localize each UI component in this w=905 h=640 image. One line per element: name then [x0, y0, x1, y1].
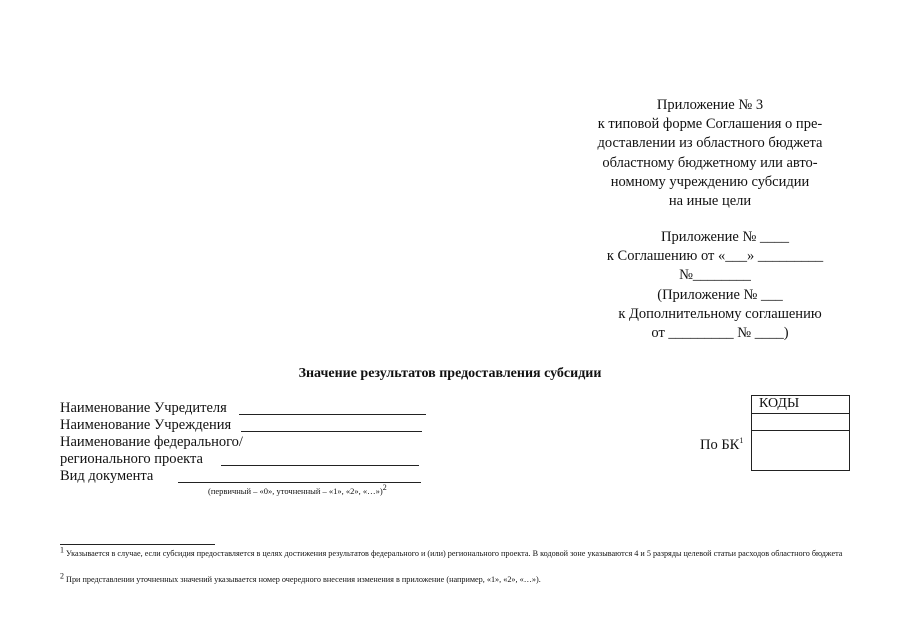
- footnote-2-mark: 2: [60, 571, 64, 581]
- appendix-header: [560, 96, 860, 211]
- project-label-line2: регионального проекта: [60, 451, 203, 467]
- agreement-number: №________: [679, 267, 751, 284]
- footnote-2-text: При представлении уточненных значений указывается номер очередного внесения изменения в приложение (например, «1», «2», «…»).: [64, 575, 541, 584]
- institution-input-line[interactable]: [241, 431, 422, 432]
- document-title: Значение результатов предоставления субсидии: [298, 366, 602, 381]
- codes-table: [751, 395, 850, 471]
- doc-type-hint: [208, 483, 387, 496]
- agreement-appendix-number: Приложение № ____: [661, 229, 789, 245]
- appendix-line: к типовой форме Соглашения о пре-: [597, 116, 823, 133]
- project-label-line1: Наименование федерального/: [60, 434, 243, 450]
- footnote-separator: [60, 544, 215, 545]
- doc-type-label: Вид документа: [60, 468, 154, 484]
- footnote-1: [60, 545, 850, 559]
- agreement-date: к Соглашению от «___» _________: [606, 248, 824, 265]
- founder-input-line[interactable]: [239, 414, 426, 415]
- supplementary-appendix-number: (Приложение № ___: [657, 286, 783, 303]
- appendix-line: Приложение № 3: [656, 97, 764, 113]
- footnote-1-text: Указывается в случае, если субсидия предоставляется в целях достижения результатов федерального и (или) регионального проекта. В кодовой зоне указываются 4 и 5 разряды целевой статьи расходов областного бюджета: [64, 549, 843, 558]
- doc-type-hint-text: (первичный – «0», уточненный – «1», «2», «…»): [208, 486, 383, 496]
- doc-type-hint-footnote-mark: 2: [382, 483, 387, 493]
- bk-footnote-mark: 1: [739, 436, 744, 446]
- bk-code-cell[interactable]: [752, 431, 849, 471]
- supplementary-agreement-date: от _________ № ____): [651, 325, 789, 342]
- supplementary-agreement-label: к Дополнительному соглашению: [618, 305, 822, 322]
- footnote-1-mark: 1: [60, 545, 64, 555]
- codes-cell[interactable]: [752, 414, 849, 431]
- bk-label-text: По БК: [700, 437, 740, 453]
- agreement-appendix-block: [560, 228, 860, 343]
- project-input-line[interactable]: [221, 465, 419, 466]
- bk-label: [700, 437, 743, 454]
- footnote-2: [60, 571, 850, 585]
- appendix-line: доставлении из областного бюджета: [597, 135, 823, 152]
- appendix-line: номному учреждению субсидии: [610, 173, 810, 190]
- appendix-line: областному бюджетному или авто-: [602, 154, 818, 171]
- founder-label: Наименование Учредителя: [60, 400, 227, 416]
- appendix-line: на иные цели: [668, 193, 752, 210]
- institution-label: Наименование Учреждения: [60, 417, 232, 433]
- codes-header: КОДЫ: [752, 396, 849, 414]
